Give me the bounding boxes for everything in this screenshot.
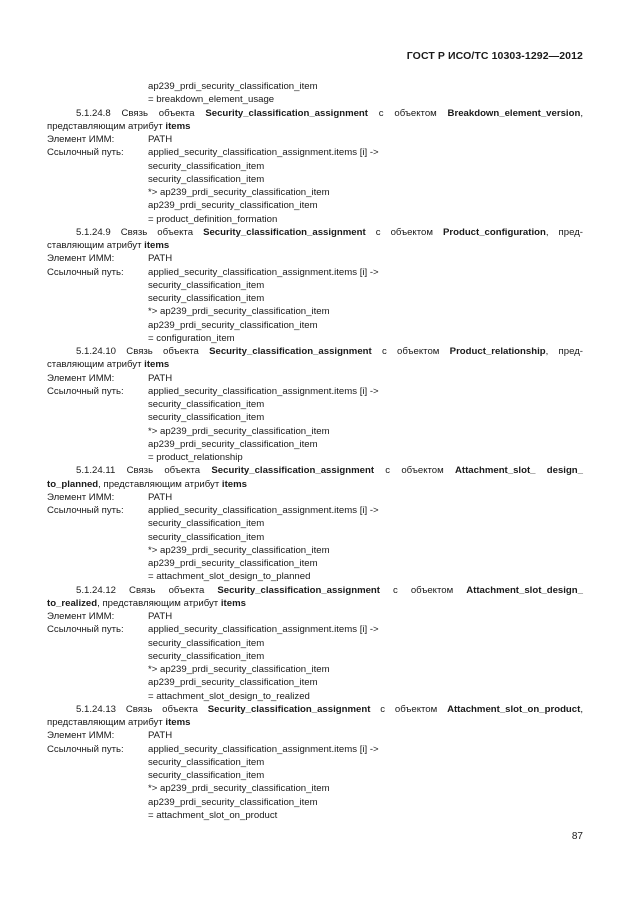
path-line: *> ap239_prdi_security_classification_item xyxy=(148,544,330,556)
mapping-section xyxy=(47,703,583,822)
ref-path-label: Ссылочный путь: xyxy=(47,743,124,755)
sections-container xyxy=(47,107,583,823)
document-body xyxy=(47,80,583,822)
path-line: = attachment_slot_design_to_planned xyxy=(148,571,311,583)
section-heading-cont xyxy=(47,597,583,610)
section-heading-cont xyxy=(47,120,583,133)
path-line: ap239_prdi_security_classification_item xyxy=(148,796,318,808)
heading-text: Связь объекта xyxy=(110,107,206,119)
standard-header: ГОСТ Р ИСО/ТС 10303-1292—2012 xyxy=(406,50,583,62)
ref-path-label: Ссылочный путь: xyxy=(47,147,124,159)
path-line: ap239_prdi_security_classification_item xyxy=(148,319,318,331)
element-value: PATH xyxy=(148,730,173,742)
section-heading-cont xyxy=(47,478,583,491)
path-line: = product_definition_formation xyxy=(148,213,278,225)
path-line: ap239_prdi_security_classification_item xyxy=(148,438,318,450)
path-line: *> ap239_prdi_security_classification_item xyxy=(148,664,330,675)
heading-text: , пред- xyxy=(545,226,583,238)
target-entity-cont: to_planned xyxy=(47,478,99,490)
target-entity: Attachment_slot_ design_ xyxy=(454,465,583,477)
path-line: applied_security_classification_assignment.items [i] -> xyxy=(148,505,379,516)
path-line: security_classification_item xyxy=(148,160,265,172)
path-line: security_classification_item xyxy=(148,518,265,530)
element-label: Элемент ИММ: xyxy=(47,253,115,265)
path-line: = attachment_slot_on_product xyxy=(148,809,278,821)
path-line: ap239_prdi_security_classification_item xyxy=(148,200,318,212)
element-value: PATH xyxy=(148,611,173,622)
path-line: security_classification_item xyxy=(148,650,265,662)
section-number: 5.1.24.8 xyxy=(76,107,111,119)
element-value: PATH xyxy=(148,491,173,503)
path-line: applied_security_classification_assignment.items [i] -> xyxy=(148,266,379,278)
mapping-section xyxy=(47,107,583,226)
heading-text: , пред- xyxy=(545,346,583,357)
heading-text: с объектом xyxy=(368,107,448,119)
element-value: PATH xyxy=(148,134,173,145)
target-entity: Breakdown_element_version xyxy=(447,107,581,119)
path-line: security_classification_item xyxy=(148,399,265,410)
path-line: security_classification_item xyxy=(148,756,265,768)
section-heading xyxy=(47,345,583,358)
target-entity: Product_relationship xyxy=(449,346,546,357)
section-number: 5.1.24.11 xyxy=(76,465,116,477)
element-label: Элемент ИММ: xyxy=(47,491,115,503)
element-label: Элемент ИММ: xyxy=(47,372,115,384)
path-line: applied_security_classification_assignment.items [i] -> xyxy=(148,147,379,159)
ref-path-label: Ссылочный путь: xyxy=(47,505,124,516)
ref-path-row xyxy=(47,266,583,279)
path-line: security_classification_item xyxy=(148,637,265,649)
path-line: *> ap239_prdi_security_classification_item xyxy=(148,783,330,795)
element-row xyxy=(47,491,583,504)
ref-path-row xyxy=(47,743,583,756)
attribute-name: items xyxy=(144,240,170,251)
section-number: 5.1.24.9 xyxy=(76,226,111,238)
attribute-name: items xyxy=(165,717,191,728)
heading-text: с объектом xyxy=(374,465,455,477)
ref-path-row xyxy=(47,623,583,636)
path-line: security_classification_item xyxy=(148,770,265,781)
heading-text: , представляющим атрибут xyxy=(97,597,221,609)
section-heading-cont xyxy=(47,239,583,252)
section-heading-cont xyxy=(47,716,583,729)
element-value: PATH xyxy=(148,253,173,265)
mapping-section xyxy=(47,345,583,464)
heading-text: Связь объекта xyxy=(116,703,208,715)
heading-text: Связь объекта xyxy=(110,226,204,238)
element-row xyxy=(47,610,583,623)
element-label: Элемент ИММ: xyxy=(47,611,115,622)
heading-text: с объектом xyxy=(365,226,443,238)
path-line: ap239_prdi_security_classification_item xyxy=(148,558,318,569)
heading-text: , представляющим атрибут xyxy=(98,478,222,490)
entity-name: Security_classification_assignment xyxy=(207,703,371,715)
ref-path-label: Ссылочный путь: xyxy=(47,385,124,397)
element-row xyxy=(47,729,583,742)
section-heading xyxy=(47,107,583,120)
path-line: applied_security_classification_assignment.items [i] -> xyxy=(148,624,379,636)
attribute-name: items xyxy=(144,359,170,371)
path-line: applied_security_classification_assignment.items [i] -> xyxy=(148,743,379,755)
target-entity: Attachment_slot_design_ xyxy=(466,584,583,596)
heading-text: с объектом xyxy=(371,346,450,357)
heading-text: Связь объекта xyxy=(115,465,212,477)
section-heading xyxy=(47,226,583,239)
path-line: security_classification_item xyxy=(148,173,265,185)
ref-path-row xyxy=(47,146,583,159)
section-number: 5.1.24.12 xyxy=(76,584,117,596)
ref-path-label: Ссылочный путь: xyxy=(47,624,124,636)
path-line: *> ap239_prdi_security_classification_item xyxy=(148,306,330,318)
path-line: security_classification_item xyxy=(148,412,265,424)
entity-name: Security_classification_assignment xyxy=(205,107,368,119)
page-number: 87 xyxy=(571,831,583,842)
path-line: security_classification_item xyxy=(148,293,265,304)
ref-path-label: Ссылочный путь: xyxy=(47,266,124,278)
heading-text: ставляющим атрибут xyxy=(47,240,145,251)
heading-text: представляющим атрибут xyxy=(47,120,166,132)
heading-text: ставляющим атрибут xyxy=(47,359,145,371)
target-entity-cont: to_realized xyxy=(47,597,98,609)
element-row xyxy=(47,372,583,385)
section-heading-cont xyxy=(47,358,583,371)
path-line: = configuration_item xyxy=(148,332,235,344)
section-heading xyxy=(47,703,583,716)
entity-name: Security_classification_assignment xyxy=(211,465,375,477)
element-label: Элемент ИММ: xyxy=(47,134,115,145)
path-line: = attachment_slot_design_to_realized xyxy=(148,690,310,702)
heading-text: Связь объекта xyxy=(116,346,210,357)
section-heading xyxy=(47,464,583,477)
heading-text: с объектом xyxy=(380,584,467,596)
path-line: *> ap239_prdi_security_classification_item xyxy=(148,187,330,198)
section-number: 5.1.24.10 xyxy=(76,346,117,357)
section-number: 5.1.24.13 xyxy=(76,703,117,715)
element-row xyxy=(47,133,583,146)
ref-path-row xyxy=(47,504,583,517)
entity-name: Security_classification_assignment xyxy=(217,584,380,596)
element-row xyxy=(47,252,583,265)
entity-name: Security_classification_assignment xyxy=(203,226,366,238)
attribute-name: items xyxy=(221,478,247,490)
heading-text: представляющим атрибут xyxy=(47,717,166,728)
path-line: security_classification_item xyxy=(148,531,265,543)
attribute-name: items xyxy=(165,120,191,132)
path-line: *> ap239_prdi_security_classification_item xyxy=(148,425,330,437)
path-line: = product_relationship xyxy=(148,452,243,463)
heading-text: Связь объекта xyxy=(116,584,218,596)
heading-text: , xyxy=(580,703,583,715)
path-line: security_classification_item xyxy=(148,279,265,291)
mapping-section xyxy=(47,584,583,703)
target-entity: Attachment_slot_on_product xyxy=(447,703,581,715)
entity-name: Security_classification_assignment xyxy=(209,346,372,357)
mapping-section xyxy=(47,464,583,583)
path-line: = breakdown_element_usage xyxy=(148,94,275,106)
element-label: Элемент ИММ: xyxy=(47,730,115,742)
target-entity: Product_configuration xyxy=(442,226,546,238)
attribute-name: items xyxy=(220,597,246,609)
path-line: applied_security_classification_assignment.items [i] -> xyxy=(148,385,379,397)
heading-text: с объектом xyxy=(370,703,448,715)
heading-text: , xyxy=(580,107,583,119)
ref-path-row xyxy=(47,385,583,398)
section-heading xyxy=(47,584,583,597)
element-value: PATH xyxy=(148,372,173,384)
path-line: ap239_prdi_security_classification_item xyxy=(148,81,318,92)
mapping-section xyxy=(47,226,583,345)
path-line: ap239_prdi_security_classification_item xyxy=(148,677,318,689)
